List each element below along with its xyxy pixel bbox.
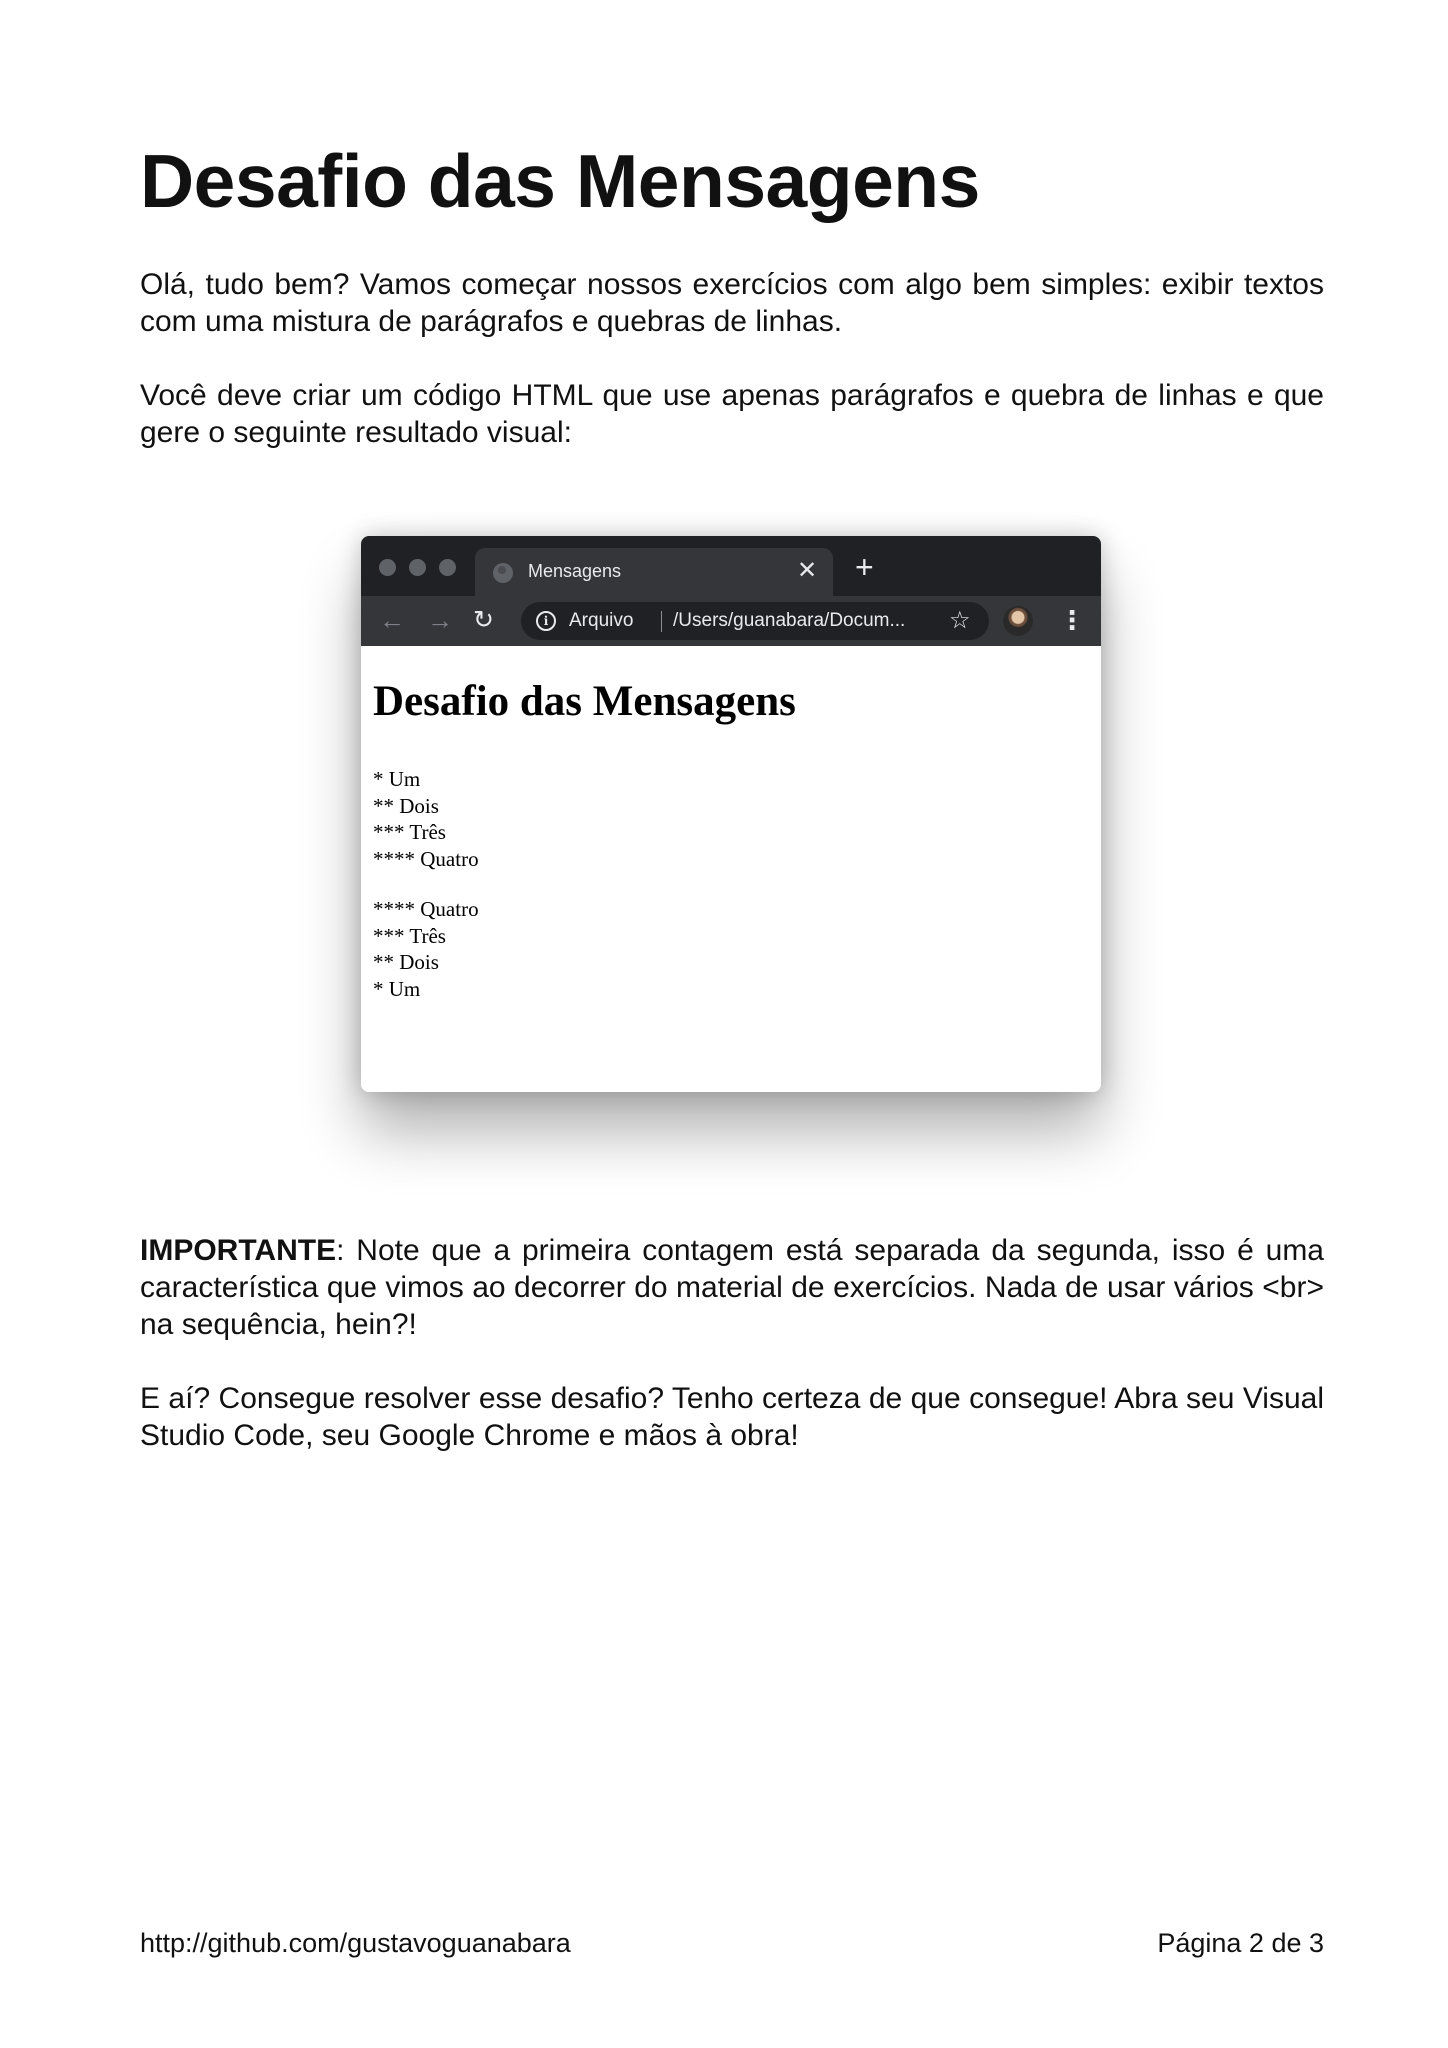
important-paragraph [140, 1232, 1324, 1343]
rendered-line: **** Quatro [373, 846, 479, 871]
address-bar-scheme-label: Arquivo [569, 610, 634, 631]
close-window-dot-icon[interactable] [379, 559, 396, 576]
intro-paragraph: Olá, tudo bem? Vamos começar nossos exercícios com algo bem simples: exibir textos com uma mistura de parágrafos e quebras de linhas. [140, 268, 1324, 338]
footer-github-link[interactable]: http://github.com/gustavoguanabara [140, 1928, 571, 1958]
rendered-line: ** Dois [373, 793, 439, 818]
address-bar-divider [661, 611, 662, 632]
address-bar-url[interactable]: /Users/guanabara/Docum... [673, 610, 906, 631]
browser-viewport [361, 646, 1101, 1092]
browser-tab[interactable] [475, 548, 833, 596]
rendered-line: * Um [373, 976, 421, 1001]
browser-tab-strip [361, 536, 1101, 596]
rendered-paragraph-ascending [373, 766, 479, 872]
info-icon[interactable]: i [536, 611, 556, 631]
browser-window-figure [361, 536, 1101, 1092]
close-tab-icon[interactable]: ✕ [797, 557, 818, 584]
rendered-page-heading: Desafio das Mensagens [373, 678, 796, 725]
forward-arrow-icon[interactable]: → [427, 605, 453, 635]
rendered-line: * Um [373, 767, 421, 791]
back-arrow-icon[interactable]: ← [379, 605, 405, 635]
rendered-paragraph-descending [373, 896, 479, 1002]
rendered-line: **** Quatro [373, 897, 479, 921]
avatar-icon[interactable] [1003, 606, 1033, 636]
rendered-line: ** Dois [373, 950, 439, 974]
address-bar[interactable] [521, 602, 989, 640]
rendered-line: *** Três [373, 923, 446, 948]
rendered-line: *** Três [373, 820, 446, 844]
maximize-window-dot-icon[interactable] [439, 559, 456, 576]
browser-toolbar [361, 596, 1101, 646]
important-text: : Note que a primeira contagem está separada da segunda, isso é uma característica que vimos ao decorrer do material de exercícios. Nada de usar vários <br> na sequência, hein?! [140, 1234, 1324, 1341]
important-label: IMPORTANTE [140, 1234, 337, 1267]
minimize-window-dot-icon[interactable] [409, 559, 426, 576]
closing-paragraph: E aí? Consegue resolver esse desafio? Tenho certeza de que consegue! Abra seu Visual Studio Code, seu Google Chrome e mãos à obra! [140, 1382, 1324, 1452]
globe-icon [493, 563, 513, 583]
menu-dots-icon[interactable]: ⋮ [1059, 605, 1085, 635]
footer-page-number: Página 2 de 3 [1157, 1928, 1324, 1958]
instruction-paragraph: Você deve criar um código HTML que use apenas parágrafos e quebra de linhas e que gere o seguinte resultado visual: [140, 379, 1324, 449]
new-tab-icon[interactable]: + [855, 549, 874, 585]
tab-title: Mensagens [528, 561, 622, 581]
page-title: Desafio das Mensagens [140, 139, 980, 223]
bookmark-star-icon[interactable]: ☆ [949, 607, 971, 634]
reload-icon[interactable]: ↻ [473, 606, 494, 634]
